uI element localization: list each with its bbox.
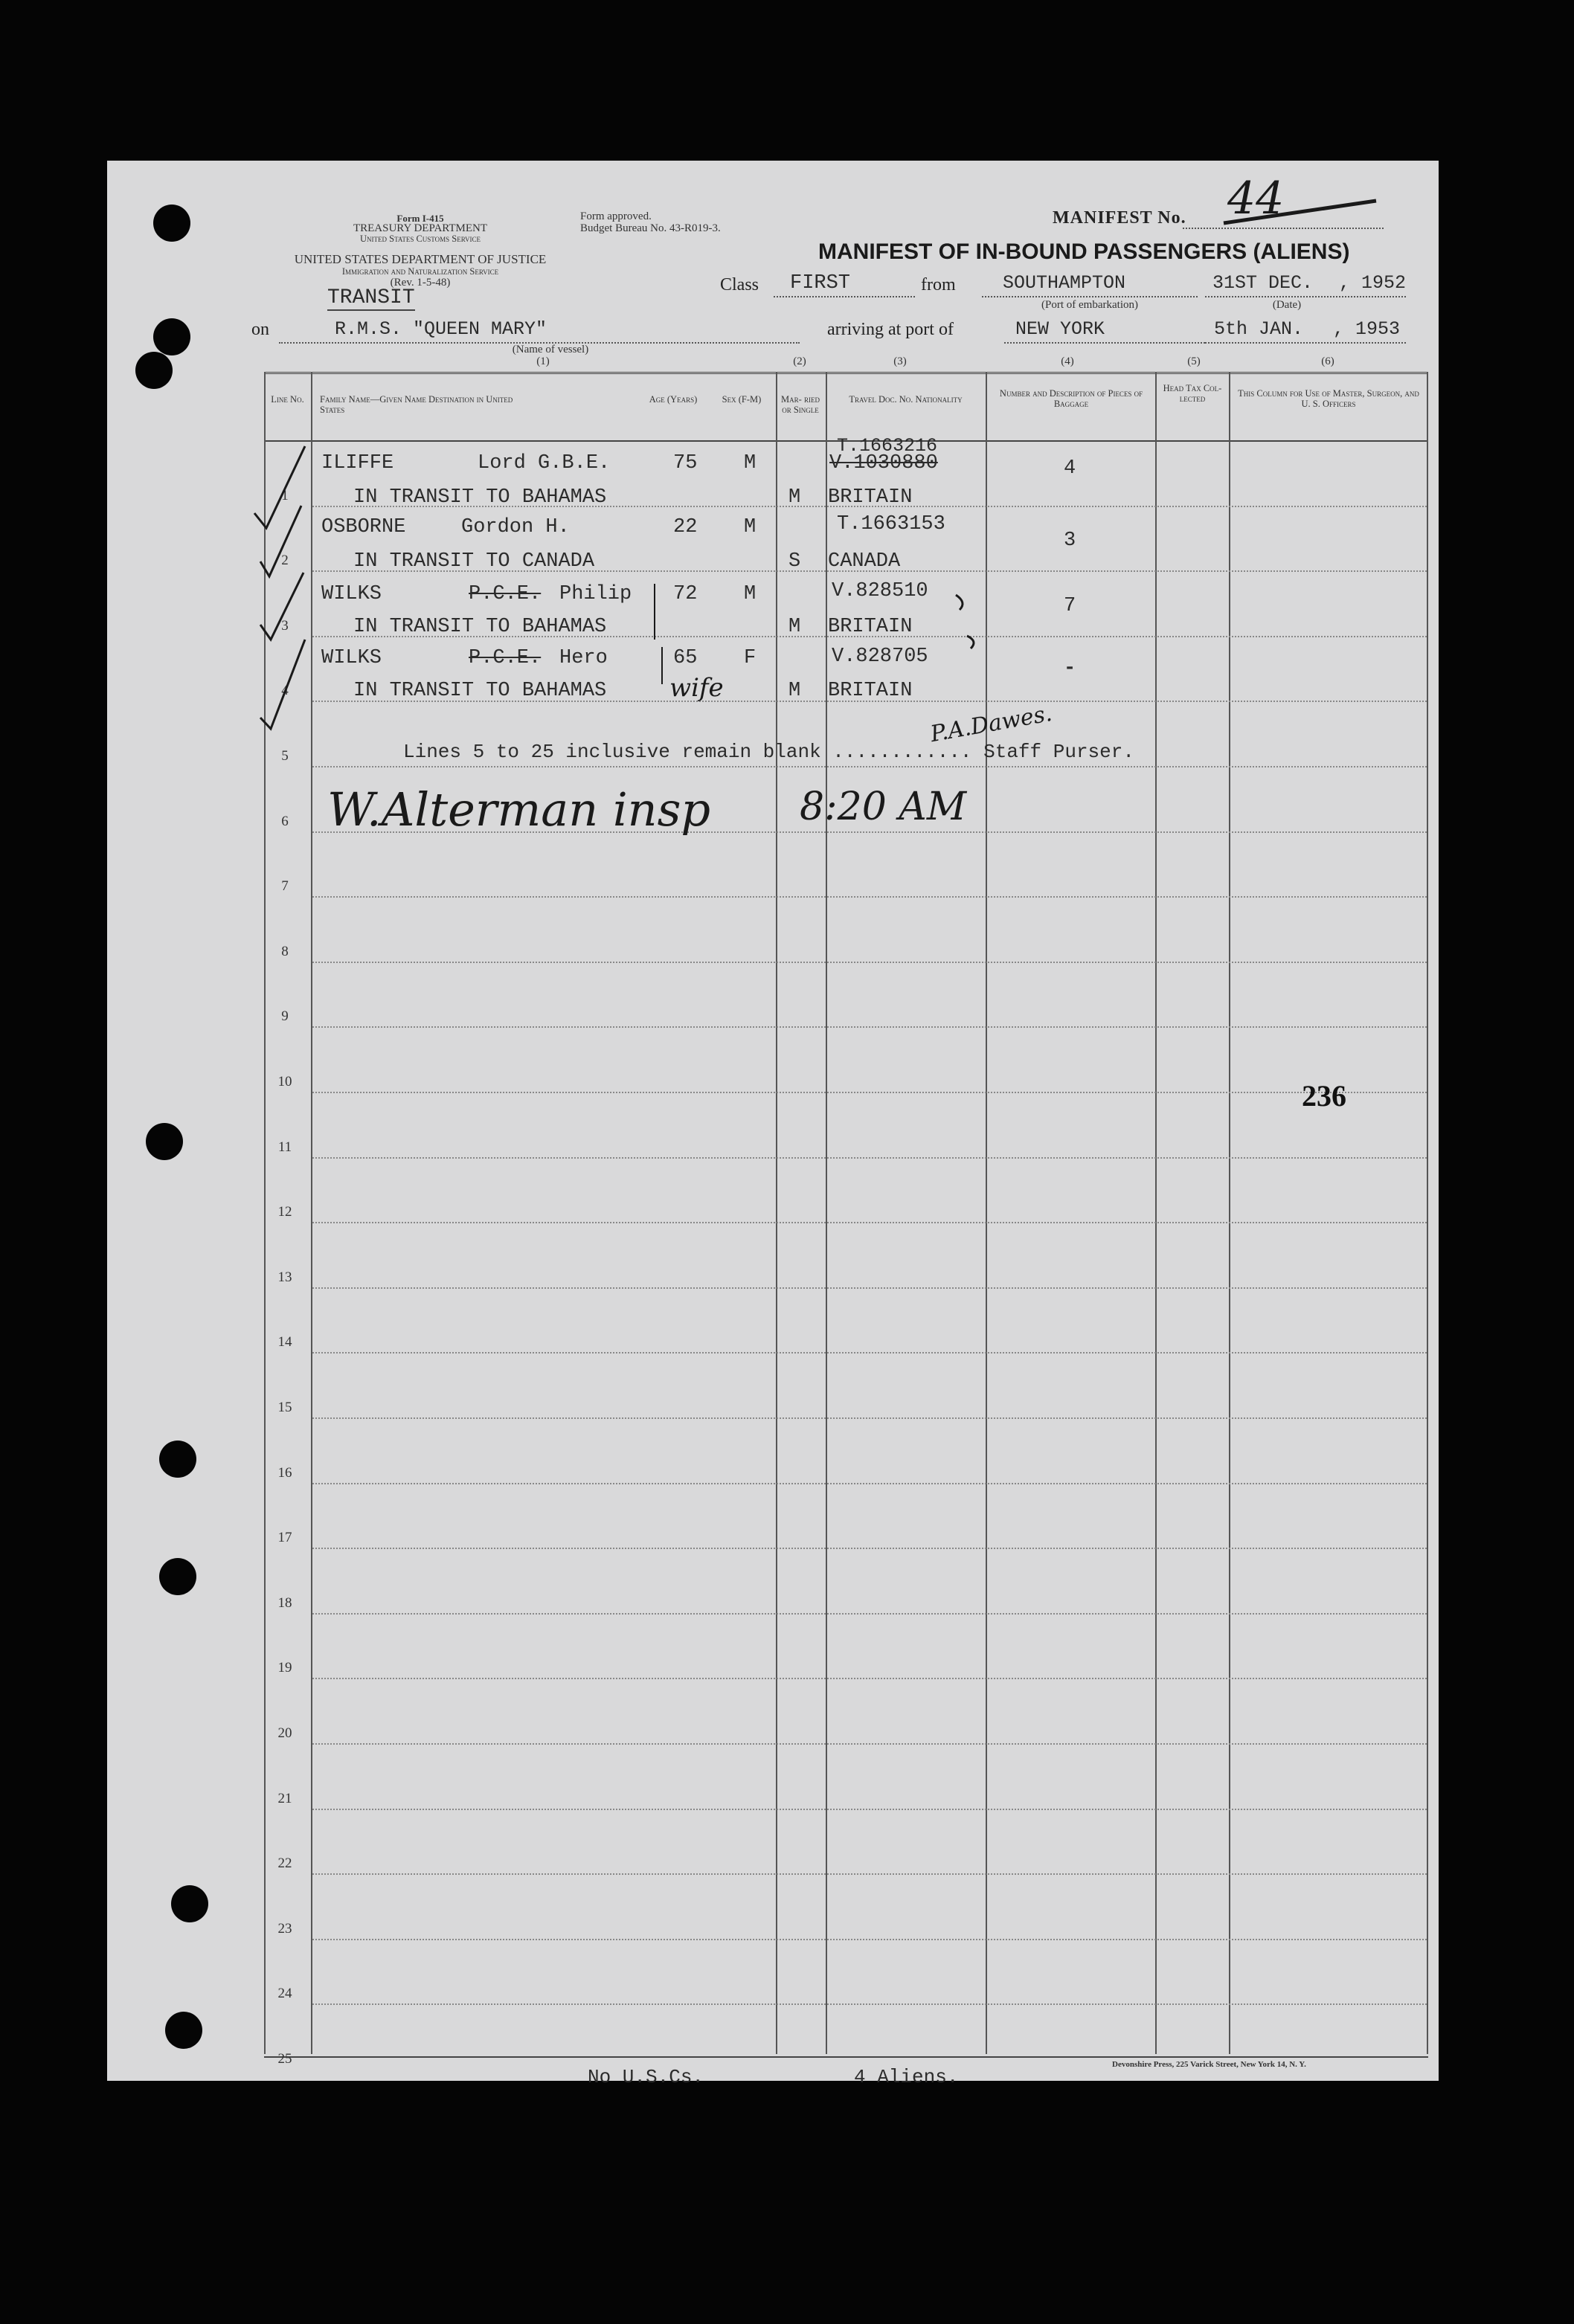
line-number: 5 bbox=[281, 748, 289, 764]
binder-hole bbox=[146, 1123, 183, 1160]
purser-signature: P.A.Dawes. bbox=[928, 700, 1054, 748]
row-rule bbox=[312, 1352, 1427, 1353]
inspection-time: 8:20 AM bbox=[800, 785, 967, 829]
inspector-signature: W.Alterman insp bbox=[327, 782, 711, 837]
line-number: 7 bbox=[281, 878, 289, 895]
col-number: (5) bbox=[1187, 355, 1201, 367]
binder-hole bbox=[135, 352, 173, 389]
arrival-port: NEW YORK bbox=[1015, 318, 1105, 340]
line-number: 8 bbox=[281, 943, 289, 959]
line-number: 6 bbox=[281, 813, 289, 829]
arriving-label: arriving at port of bbox=[827, 320, 954, 339]
line-number: 4 bbox=[281, 683, 289, 699]
col-header-sex: Sex (F-M) bbox=[722, 394, 762, 405]
passenger-marital: M bbox=[788, 680, 801, 702]
row-rule bbox=[312, 2003, 1427, 2005]
line-number: 12 bbox=[277, 1204, 292, 1220]
customs-service: United States Customs Service bbox=[359, 234, 481, 244]
passenger-nationality: BRITAIN bbox=[828, 616, 913, 638]
passenger-nationality: CANADA bbox=[828, 550, 901, 573]
passenger-doc: V.828705 bbox=[832, 646, 928, 668]
passenger-doc-corrected: T.1663216 bbox=[837, 435, 938, 457]
passenger-doc-struck: V.1030880 bbox=[829, 452, 938, 474]
wife-annotation: wife bbox=[669, 673, 724, 703]
passenger-age: 75 bbox=[673, 452, 698, 474]
transit-label: TRANSIT bbox=[327, 286, 415, 309]
col-number: (4) bbox=[1061, 355, 1074, 367]
vessel-name: R.M.S. "QUEEN MARY" bbox=[335, 318, 547, 340]
row-rule bbox=[312, 1743, 1427, 1745]
passenger-destination: IN TRANSIT TO CANADA bbox=[353, 550, 595, 573]
passenger-baggage: - bbox=[1064, 657, 1076, 680]
col-header-line-no: Line No. bbox=[271, 394, 304, 405]
arrival-year: , 1953 bbox=[1333, 318, 1401, 340]
line-number: 21 bbox=[277, 1790, 292, 1806]
line-number: 20 bbox=[277, 1725, 292, 1741]
passenger-family-name: ILIFFE bbox=[321, 452, 394, 474]
line-number: 23 bbox=[277, 1920, 292, 1937]
class-underline bbox=[774, 296, 915, 297]
revision: (Rev. 1-5-48) bbox=[390, 277, 451, 289]
passenger-baggage: 4 bbox=[1064, 457, 1076, 480]
date-caption: (Date) bbox=[1272, 299, 1302, 311]
line-number: 25 bbox=[277, 2051, 292, 2067]
blank-lines-note: Lines 5 to 25 inclusive remain blank ............ Staff Purser. bbox=[403, 741, 1134, 763]
passenger-age: 72 bbox=[673, 583, 698, 605]
on-label: on bbox=[251, 320, 269, 339]
passenger-given-name: Hero bbox=[559, 647, 608, 669]
col-divider bbox=[1427, 372, 1428, 2054]
row-rule bbox=[312, 896, 1427, 898]
line-number: 2 bbox=[281, 553, 289, 569]
line-number: 18 bbox=[277, 1594, 292, 1611]
col-header-officers: This Column for Use of Master, Surgeon, and U. S. Officers bbox=[1238, 388, 1419, 409]
passenger-family-name: WILKS bbox=[321, 647, 382, 669]
col-number: (6) bbox=[1321, 355, 1334, 367]
row-rule bbox=[312, 1548, 1427, 1549]
row-rule bbox=[312, 1483, 1427, 1484]
line-number: 1 bbox=[281, 487, 289, 503]
port-caption: (Port of embarkation) bbox=[1041, 299, 1138, 311]
line-number: 3 bbox=[281, 617, 289, 634]
passenger-sex: M bbox=[744, 583, 757, 605]
vessel-caption: (Name of vessel) bbox=[512, 344, 589, 355]
passenger-sex: F bbox=[744, 647, 757, 669]
passenger-given-name: Lord G.B.E. bbox=[478, 452, 611, 474]
passenger-given-name: Gordon H. bbox=[461, 516, 570, 538]
line-number: 10 bbox=[277, 1074, 292, 1089]
passenger-sex: M bbox=[744, 452, 757, 474]
port-underline bbox=[982, 296, 1198, 297]
row-rule bbox=[312, 1678, 1427, 1679]
bracket-marks bbox=[640, 580, 997, 684]
passenger-marital: M bbox=[788, 616, 801, 638]
printer-imprint: Devonshire Press, 225 Varick Street, New York 14, N. Y. bbox=[1112, 2060, 1306, 2069]
check-marks bbox=[245, 431, 335, 744]
class-value: FIRST bbox=[790, 272, 851, 294]
col-header-baggage: Number and Description of Pieces of Baggage bbox=[999, 388, 1143, 409]
port-of-embarkation: SOUTHAMPTON bbox=[1003, 272, 1126, 294]
col-header-married: Mar- ried or Single bbox=[781, 394, 820, 415]
binder-hole bbox=[171, 1885, 208, 1922]
binder-hole bbox=[153, 318, 190, 355]
passenger-marital: S bbox=[788, 550, 801, 573]
passenger-baggage: 7 bbox=[1064, 595, 1076, 617]
passenger-family-name: WILKS bbox=[321, 583, 382, 605]
justice-dept: UNITED STATES DEPARTMENT OF JUSTICE bbox=[294, 252, 547, 266]
passenger-age: 22 bbox=[673, 516, 698, 538]
class-label: Class bbox=[720, 275, 759, 294]
passenger-destination: IN TRANSIT TO BAHAMAS bbox=[353, 616, 607, 638]
immigration-service: Immigration and Naturalization Service bbox=[341, 266, 499, 277]
passenger-baggage: 3 bbox=[1064, 530, 1076, 552]
passenger-marital: M bbox=[788, 486, 801, 509]
col-divider bbox=[1155, 372, 1157, 2054]
passenger-destination: IN TRANSIT TO BAHAMAS bbox=[353, 680, 607, 702]
passenger-family-name: OSBORNE bbox=[321, 516, 406, 538]
row-rule bbox=[312, 1873, 1427, 1875]
budget-bureau: Budget Bureau No. 43-R019-3. bbox=[580, 222, 721, 234]
departure-date: 31ST DEC. bbox=[1212, 272, 1314, 294]
from-label: from bbox=[921, 275, 956, 294]
passenger-nationality: BRITAIN bbox=[828, 680, 913, 702]
form-approved: Form approved. bbox=[580, 210, 652, 222]
form-number: Form I-415 bbox=[396, 213, 444, 224]
line-number: 9 bbox=[281, 1008, 289, 1025]
passenger-sex: M bbox=[744, 516, 757, 538]
binder-hole bbox=[165, 2012, 202, 2049]
col-number: (3) bbox=[893, 355, 907, 367]
line-number: 15 bbox=[277, 1400, 292, 1415]
row-rule bbox=[312, 1222, 1427, 1223]
line-number: 16 bbox=[277, 1464, 292, 1481]
date-underline bbox=[1205, 296, 1406, 297]
passenger-destination: IN TRANSIT TO BAHAMAS bbox=[353, 486, 607, 509]
line-number: 19 bbox=[277, 1660, 292, 1676]
passenger-given-name: Philip bbox=[559, 583, 632, 605]
row-rule bbox=[312, 962, 1427, 963]
departure-year: , 1952 bbox=[1339, 272, 1407, 294]
row-rule bbox=[312, 1417, 1427, 1419]
row-rule bbox=[312, 1809, 1427, 1810]
arrival-date-underline bbox=[1205, 342, 1406, 344]
col-header-age: Age (Years) bbox=[649, 394, 698, 405]
col-divider bbox=[1229, 372, 1230, 2054]
col-header-name: Family Name—Given Name Destination in United States bbox=[320, 394, 513, 415]
row-rule bbox=[312, 766, 1427, 767]
line-number: 24 bbox=[277, 1986, 292, 2002]
col-header-travel-doc: Travel Doc. No. Nationality bbox=[849, 394, 963, 405]
footer-aliens-count: 4 Aliens. bbox=[854, 2066, 959, 2088]
page-stamp-number: 236 bbox=[1302, 1079, 1346, 1113]
passenger-doc: V.828510 bbox=[832, 580, 928, 602]
line-number: 11 bbox=[277, 1139, 292, 1155]
manifest-no-label: MANIFEST No. bbox=[1053, 208, 1186, 228]
passenger-nationality: BRITAIN bbox=[828, 486, 913, 509]
row-rule bbox=[312, 1613, 1427, 1615]
col-number: (2) bbox=[793, 355, 806, 367]
row-rule bbox=[312, 1287, 1427, 1289]
col-number: (1) bbox=[536, 355, 550, 367]
line-number: 22 bbox=[277, 1855, 292, 1872]
row-rule bbox=[312, 1939, 1427, 1940]
passenger-doc: T.1663153 bbox=[837, 513, 945, 535]
col-header-head-tax: Head Tax Col- lected bbox=[1163, 383, 1222, 404]
struck-title: P.C.E. bbox=[469, 583, 542, 605]
passenger-age: 65 bbox=[673, 647, 698, 669]
treasury-dept: TREASURY DEPARTMENT bbox=[353, 222, 488, 234]
footer-us-citizens: No U.S.Cs. bbox=[588, 2066, 704, 2088]
binder-hole bbox=[153, 205, 190, 242]
row-rule bbox=[312, 1157, 1427, 1159]
row-rule bbox=[312, 1026, 1427, 1028]
row-rule bbox=[312, 1092, 1427, 1093]
struck-title: P.C.E. bbox=[469, 647, 542, 669]
arrival-date: 5th JAN. bbox=[1214, 318, 1304, 340]
manifest-number-strike bbox=[1220, 190, 1384, 234]
manifest-number: 44 bbox=[1227, 173, 1285, 225]
line-number: 14 bbox=[277, 1334, 292, 1351]
binder-hole bbox=[159, 1558, 196, 1595]
line-number: 13 bbox=[277, 1269, 292, 1285]
arrival-port-underline bbox=[1004, 342, 1205, 344]
binder-hole bbox=[159, 1441, 196, 1478]
line-number: 17 bbox=[277, 1530, 292, 1546]
manifest-title: MANIFEST OF IN-BOUND PASSENGERS (ALIENS) bbox=[818, 239, 1350, 264]
